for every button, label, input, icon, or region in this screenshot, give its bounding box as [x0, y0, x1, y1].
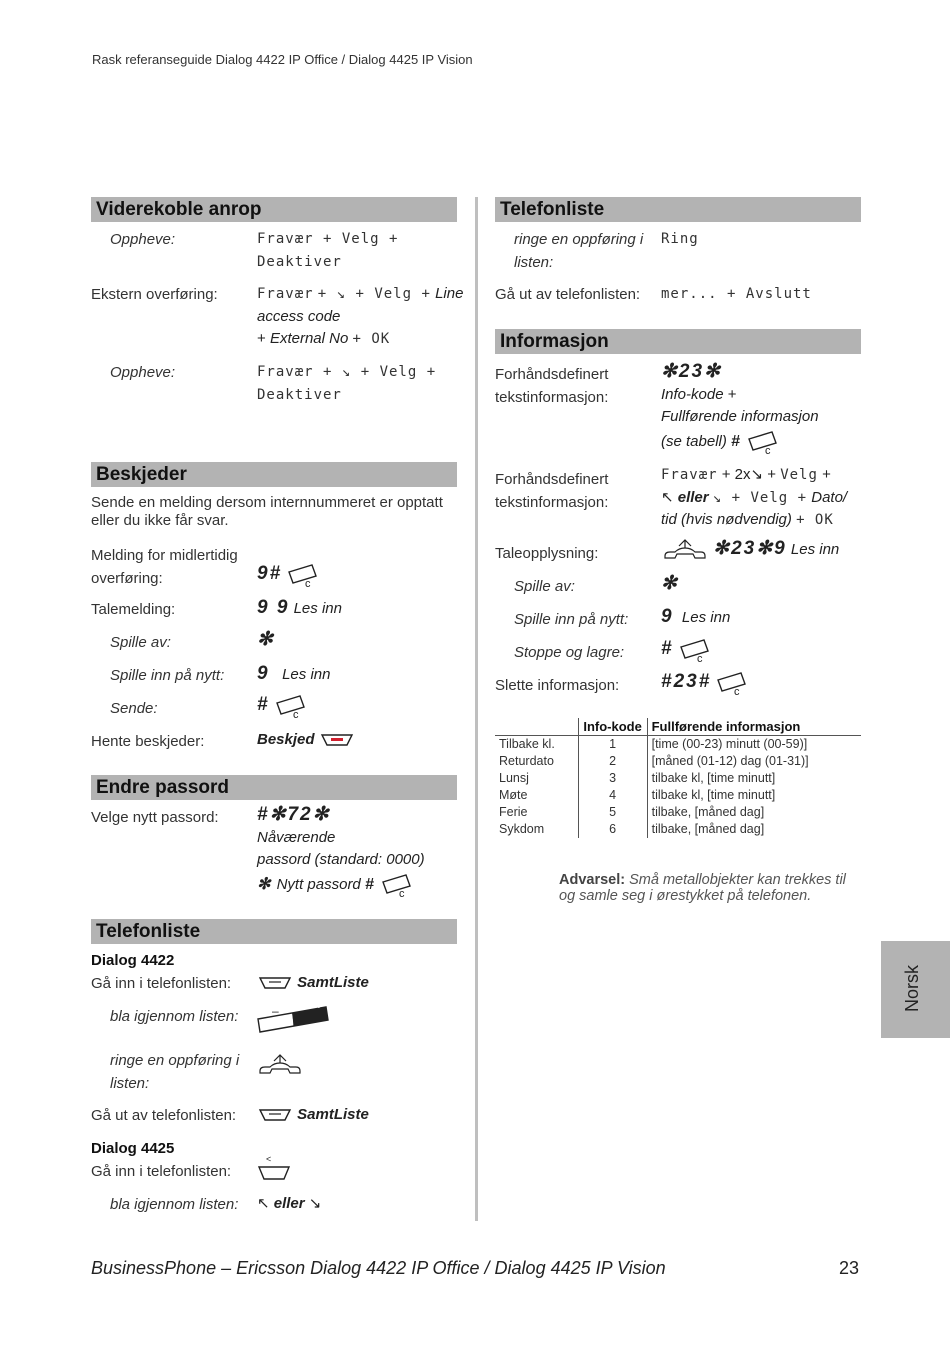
clear-key-icon — [678, 637, 712, 663]
table-header-row: Info-kode Fullførende informasjon — [495, 718, 861, 736]
value-ga-ut-right: mer... + Avslutt — [661, 286, 812, 302]
svg-text:<: < — [266, 1154, 272, 1164]
table-row: Ferie 5 tilbake, [måned dag] — [495, 804, 861, 821]
star-key-icon: ✻ — [257, 629, 275, 650]
value-talemelding: 9 9 Les inn — [257, 597, 342, 618]
page-footer: BusinessPhone – Ericsson Dialog 4422 IP Office / Dialog 4425 IP Vision — [91, 1258, 666, 1278]
table-row: Sykdom 6 tilbake, [måned dag] — [495, 821, 861, 838]
message-key-icon — [319, 732, 355, 748]
label-ringe-oppforing: ringe en oppføring i listen: — [514, 231, 644, 271]
label-ringe-4422: ringe en oppføring i listen: — [110, 1052, 240, 1092]
section-title-informasjon: Informasjon — [495, 329, 861, 354]
value-forhandsdefinert-2: Fravær + 2x↘ + Velg + ↖ eller ↘ + Velg + Dato/ tid (hvis nødvendig) + OK — [661, 466, 848, 528]
value-oppheve-2: Fravær + ↘ + Velg + Deaktiver — [257, 364, 437, 403]
clear-key-icon — [380, 872, 414, 898]
table-row: Returdato 2 [måned (01-12) dag (01-31)] — [495, 753, 861, 770]
label-spille-inn-right: Spille inn på nytt: — [514, 611, 629, 628]
star-key-icon: ✻ — [661, 573, 679, 594]
svg-text:c: c — [305, 578, 311, 588]
value-spille-inn: 9 Les inn — [257, 663, 331, 684]
svg-text:–: – — [272, 1004, 279, 1018]
svg-text:c: c — [696, 653, 703, 663]
value-melding-midlertidig: 9# c — [257, 562, 320, 588]
section-title-telefonliste-right: Telefonliste — [495, 197, 861, 222]
clear-key-icon — [274, 693, 308, 719]
table-row: Tilbake kl. 1 [time (00-23) minutt (00-59)] — [495, 736, 861, 754]
label-forhandsdefinert-2: Forhåndsdefinert tekstinformasjon: — [495, 471, 609, 511]
page-number: 23 — [839, 1258, 860, 1278]
handset-offhook-icon — [256, 1053, 304, 1077]
warning-note: Advarsel: Små metallobjekter kan trekkes til og samle seg i ørestykket på telefonen. — [559, 872, 846, 904]
value-ga-inn-4422: SamtListe — [257, 972, 369, 995]
value-stoppe-lagre: # c — [661, 637, 712, 663]
label-bla-4425: bla igjennom listen: — [110, 1196, 239, 1213]
label-sende: Sende: — [110, 700, 158, 717]
value-oppheve-1: Fravær + Velg + Deaktiver — [257, 231, 399, 270]
arrow-up-icon: ↖ — [257, 1195, 270, 1212]
label-bla-4422: bla igjennom listen: — [110, 1008, 239, 1025]
svg-text:c: c — [734, 686, 740, 696]
softkey-icon — [257, 1107, 293, 1123]
section-title-endre-passord: Endre passord — [91, 775, 457, 800]
label-velge-nytt-passord: Velge nytt passord: — [91, 809, 219, 826]
label-stoppe-lagre: Stoppe og lagre: — [514, 644, 625, 661]
label-hente-beskjeder: Hente beskjeder: — [91, 733, 205, 750]
label-forhandsdefinert-1: Forhåndsdefinert tekstinformasjon: — [495, 366, 609, 406]
label-slette-informasjon: Slette informasjon: — [495, 677, 620, 694]
label-ga-inn-4422: Gå inn i telefonlisten: — [91, 975, 232, 992]
subheading-dialog-4422: Dialog 4422 — [91, 952, 175, 969]
table-row: Lunsj 3 tilbake kl, [time minutt] — [495, 770, 861, 787]
label-spille-av: Spille av: — [110, 634, 171, 651]
running-header: Rask referanseguide Dialog 4422 IP Office / Dialog 4425 IP Vision — [92, 52, 473, 67]
handset-offhook-icon — [661, 538, 709, 562]
value-spille-inn-right: 9 Les inn — [661, 606, 731, 627]
label-spille-av-right: Spille av: — [514, 578, 575, 595]
section-title-viderekoble: Viderekoble anrop — [91, 197, 457, 222]
label-taleopplysning: Taleopplysning: — [495, 545, 599, 562]
volume-key-icon — [256, 1003, 332, 1035]
label-oppheve-2: Oppheve: — [110, 364, 176, 381]
softkey-icon — [257, 975, 293, 991]
svg-text:c: c — [765, 444, 771, 455]
label-ekstern-overforing: Ekstern overføring: — [91, 286, 218, 303]
info-code-table — [495, 718, 861, 838]
language-side-tab: Norsk — [881, 941, 950, 1038]
label-oppheve-1: Oppheve: — [110, 231, 176, 248]
svg-text:+: + — [316, 1003, 322, 1012]
value-bla-4425: ↖ eller ↘ — [257, 1195, 322, 1212]
label-talemelding: Talemelding: — [91, 601, 176, 618]
value-forhandsdefinert-1: ✻23✻ Info-kode + Fullførende informasjon (se tabell) # c — [661, 361, 819, 455]
phonebook-key-icon — [256, 1154, 294, 1182]
beskjeder-intro: Sende en melding dersom internnummeret er opptatt eller du ikke får svar. — [91, 494, 443, 529]
table-row: Møte 4 tilbake kl, [time minutt] — [495, 787, 861, 804]
label-spille-inn: Spille inn på nytt: — [110, 667, 225, 684]
value-ringe-oppforing: Ring — [661, 231, 699, 247]
label-melding-midlertidig: Melding for midlertidig overføring: — [91, 547, 238, 587]
clear-key-icon — [746, 429, 780, 455]
label-ga-ut-right: Gå ut av telefonlisten: — [495, 286, 641, 303]
value-ga-ut-4422: SamtListe — [257, 1104, 369, 1127]
value-taleopplysning: ✻23✻9 Les inn — [661, 538, 839, 562]
value-sende: # c — [257, 693, 308, 719]
arrow-down-icon: ↘ — [308, 1195, 322, 1212]
clear-key-icon — [715, 670, 749, 696]
section-title-telefonliste-left: Telefonliste — [91, 919, 457, 944]
arrow-up-icon: ↖ — [661, 488, 674, 506]
label-ga-ut-4422: Gå ut av telefonlisten: — [91, 1107, 237, 1124]
svg-text:c: c — [292, 709, 299, 719]
svg-text:c: c — [399, 887, 405, 898]
section-title-beskjeder: Beskjeder — [91, 462, 457, 487]
value-velge-nytt-passord: #✻72✻ Nåværende passord (standard: 0000) ✻ Nytt passord # c — [257, 804, 425, 898]
value-hente-beskjeder: Beskjed — [257, 729, 355, 752]
value-slette-informasjon: #23# c — [661, 670, 749, 696]
column-divider — [475, 197, 478, 1221]
value-ekstern-overforing: Fravær + ↘ + Velg + Line access code + External No + OK — [257, 285, 464, 347]
clear-key-icon — [286, 562, 320, 588]
label-ga-inn-4425: Gå inn i telefonlisten: — [91, 1163, 232, 1180]
subheading-dialog-4425: Dialog 4425 — [91, 1140, 175, 1157]
